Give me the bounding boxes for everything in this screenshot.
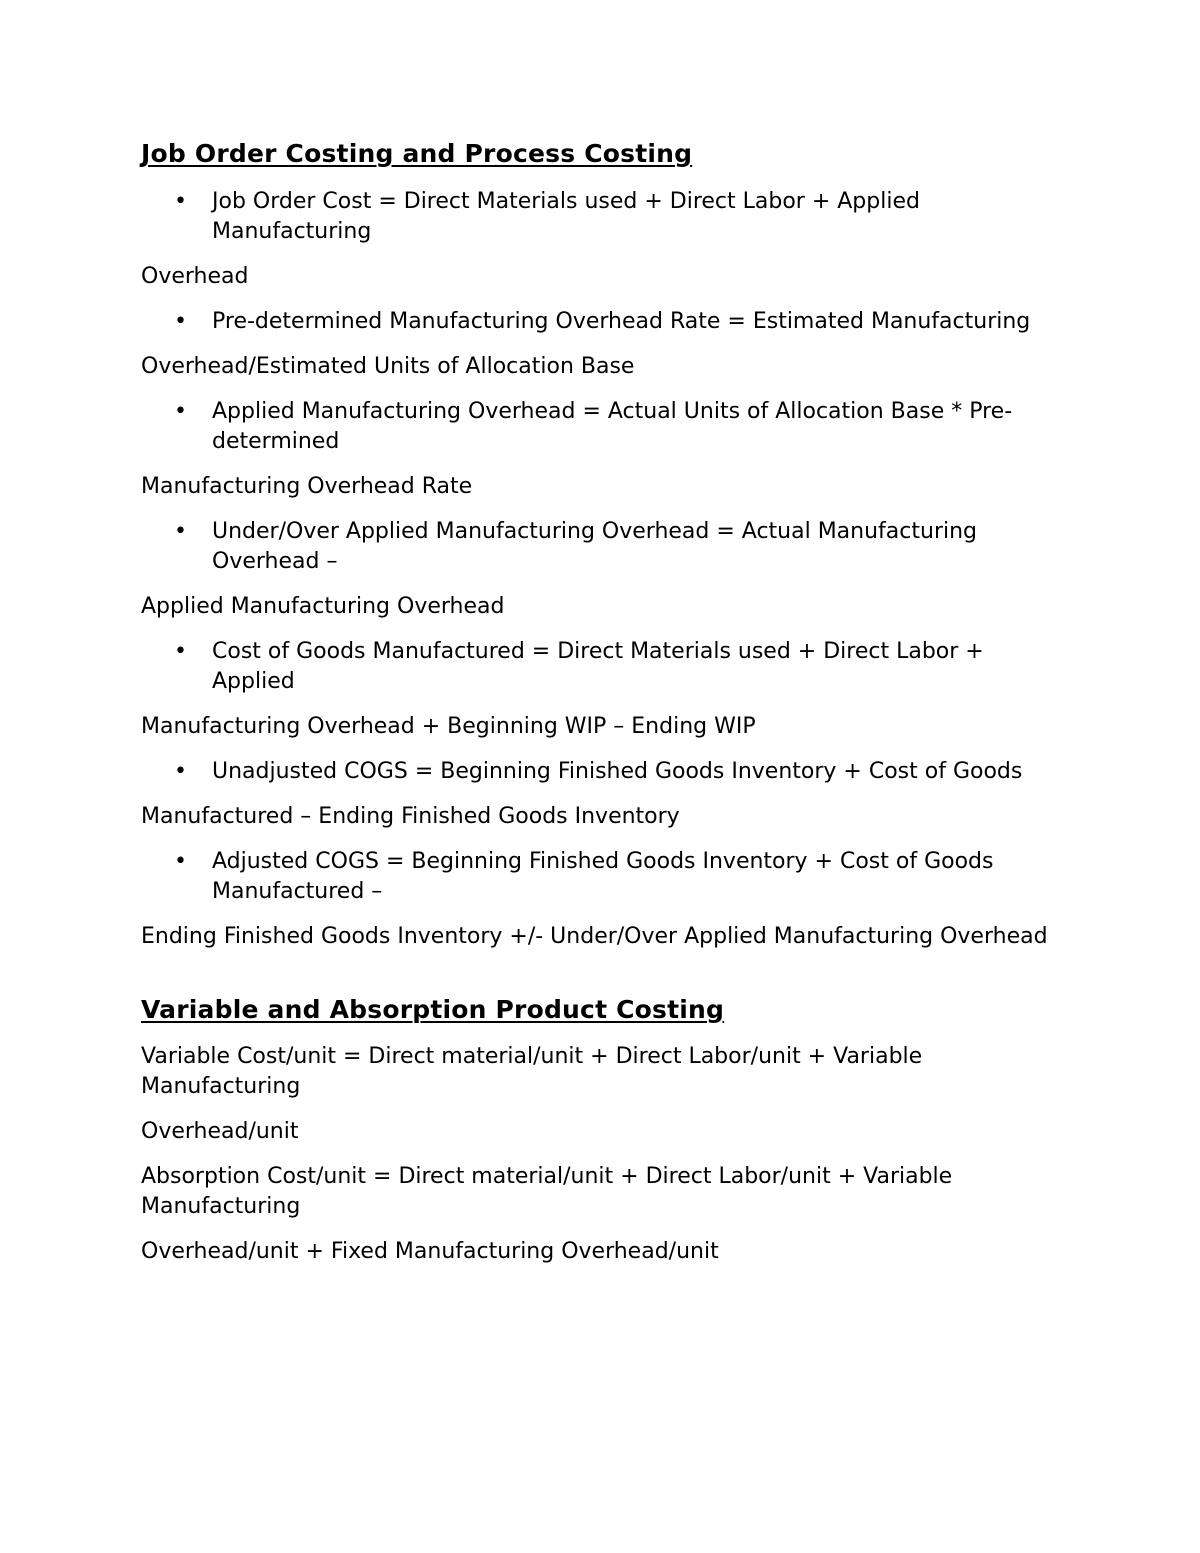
formula-text: Under/Over Applied Manufacturing Overhead = Actual Manufacturing Overhead – xyxy=(212,518,978,574)
document-page xyxy=(141,138,1061,1267)
formula-item xyxy=(141,307,1061,337)
formula-item xyxy=(141,517,1061,577)
formula-text: Job Order Cost = Direct Materials used + Direct Labor + Applied Manufacturing xyxy=(212,188,920,244)
section-title-job-order: Job Order Costing and Process Costing xyxy=(141,139,693,168)
formula-item xyxy=(141,187,1061,247)
formula-continuation: Manufacturing Overhead Rate xyxy=(141,473,473,499)
formula-item xyxy=(141,397,1061,457)
formula-continuation: Overhead xyxy=(141,263,249,289)
formula-list-job-order-2 xyxy=(141,307,1061,337)
formula-continuation: Overhead/Estimated Units of Allocation Base xyxy=(141,353,635,379)
formula-text: Pre-determined Manufacturing Overhead Rate = Estimated Manufacturing xyxy=(212,308,1031,334)
formula-text: Applied Manufacturing Overhead = Actual Units of Allocation Base * Pre-determined xyxy=(212,398,1013,454)
bullet-icon: • xyxy=(174,308,187,334)
bullet-icon: • xyxy=(174,518,187,544)
bullet-icon: • xyxy=(174,398,187,424)
formula-text: Adjusted COGS = Beginning Finished Goods Inventory + Cost of Goods Manufactured – xyxy=(212,848,994,904)
formula-list-job-order xyxy=(141,187,1061,247)
bullet-icon: • xyxy=(174,758,187,784)
paragraph: Variable Cost/unit = Direct material/unit + Direct Labor/unit + Variable Manufacturing xyxy=(141,1044,923,1099)
formula-list-job-order-6 xyxy=(141,757,1061,787)
paragraph: Overhead/unit xyxy=(141,1119,299,1144)
formula-continuation: Applied Manufacturing Overhead xyxy=(141,593,505,619)
bullet-icon: • xyxy=(174,638,187,664)
bullet-icon: • xyxy=(174,188,187,214)
formula-continuation: Ending Finished Goods Inventory +/- Under/Over Applied Manufacturing Overhead xyxy=(141,923,1048,949)
formula-list-job-order-5 xyxy=(141,637,1061,697)
formula-list-job-order-7 xyxy=(141,847,1061,907)
formula-item xyxy=(141,637,1061,697)
paragraph: Overhead/unit + Fixed Manufacturing Overhead/unit xyxy=(141,1239,719,1264)
bullet-icon: • xyxy=(174,848,187,874)
formula-text: Cost of Goods Manufactured = Direct Materials used + Direct Labor + Applied xyxy=(212,638,984,694)
formula-list-job-order-4 xyxy=(141,517,1061,577)
formula-continuation: Manufactured – Ending Finished Goods Inventory xyxy=(141,803,680,829)
formula-item xyxy=(141,847,1061,907)
formula-text: Unadjusted COGS = Beginning Finished Goods Inventory + Cost of Goods xyxy=(212,758,1023,784)
paragraph: Absorption Cost/unit = Direct material/unit + Direct Labor/unit + Variable Manufacturing xyxy=(141,1164,953,1219)
section-title-variable-absorption: Variable and Absorption Product Costing xyxy=(141,994,725,1024)
formula-item xyxy=(141,757,1061,787)
formula-list-job-order-3 xyxy=(141,397,1061,457)
formula-continuation: Manufacturing Overhead + Beginning WIP – Ending WIP xyxy=(141,713,756,739)
